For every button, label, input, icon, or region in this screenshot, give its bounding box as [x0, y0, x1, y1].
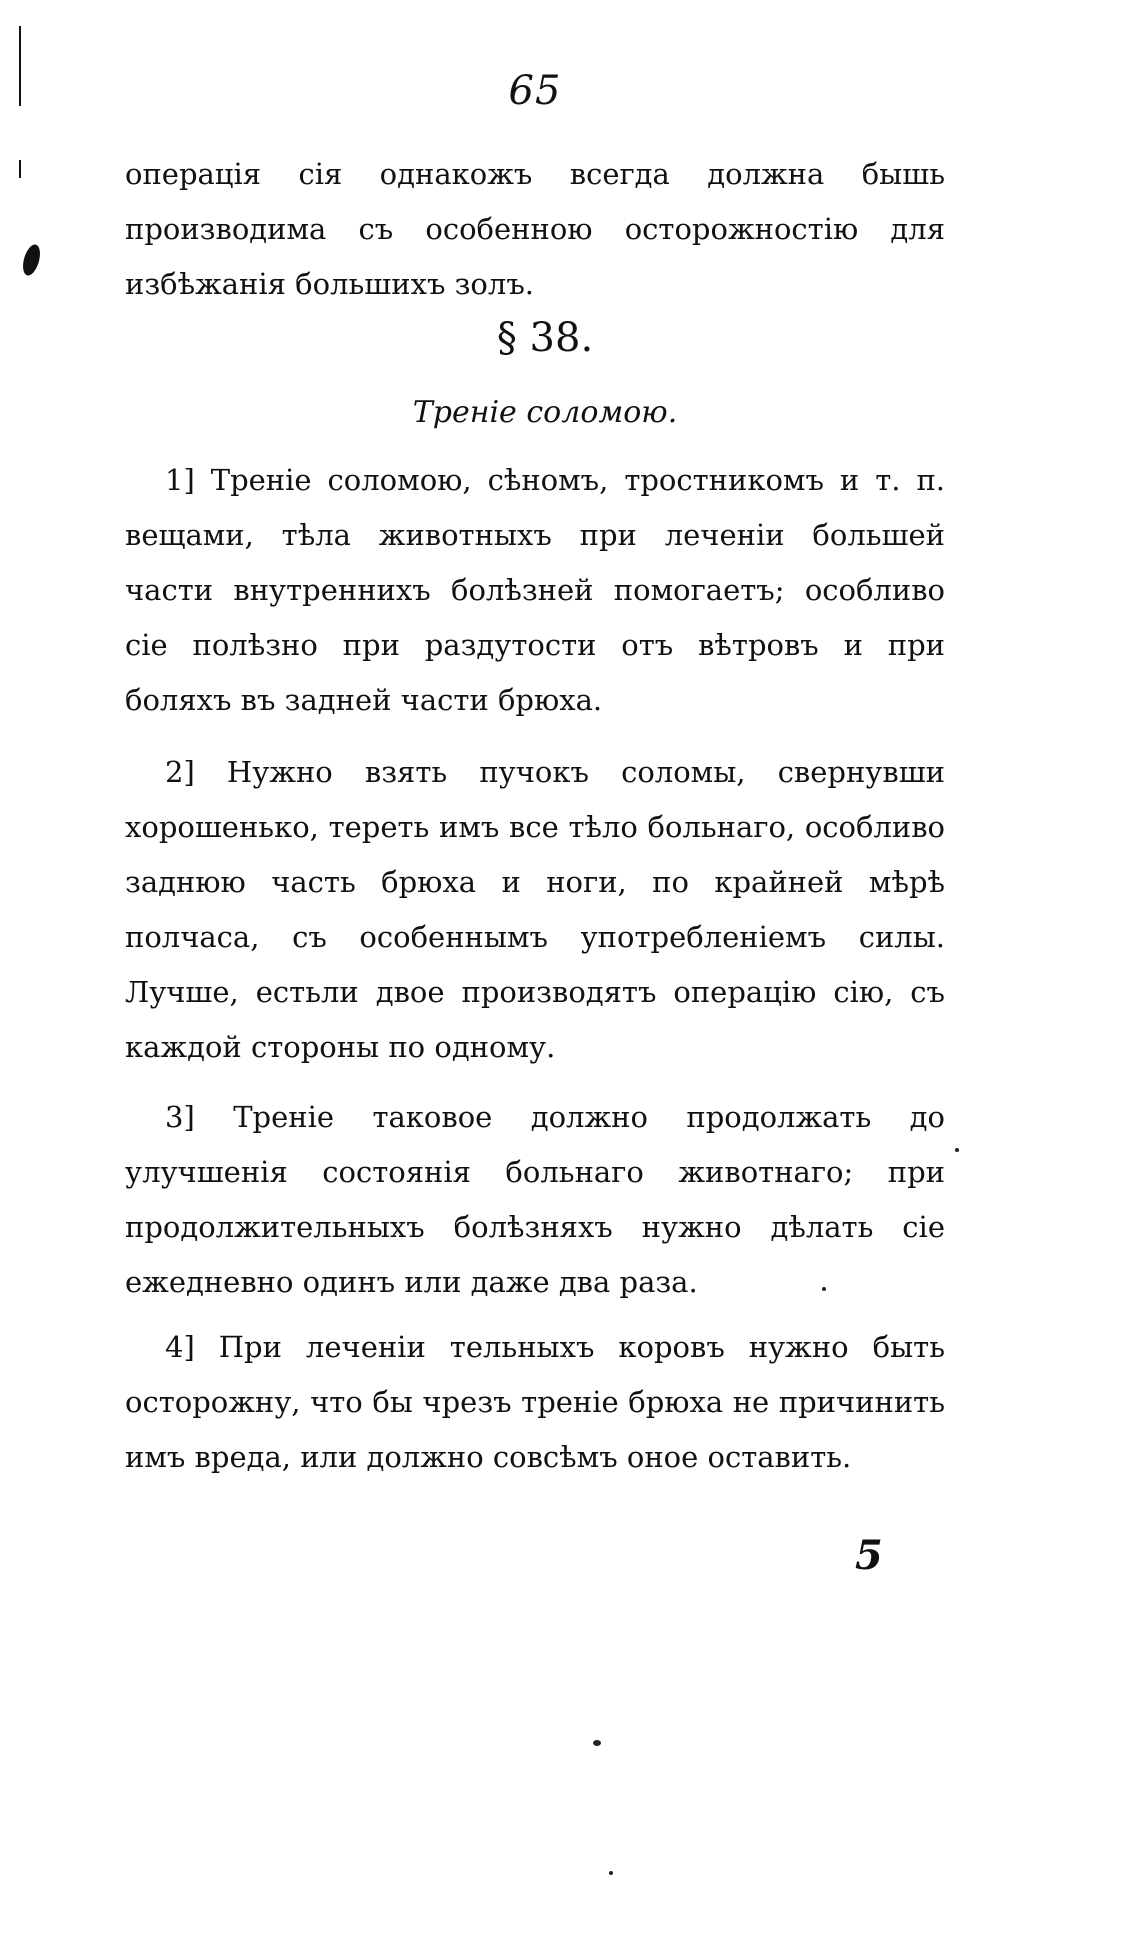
ink-blot [20, 243, 43, 278]
signature-mark: 5 [855, 1532, 883, 1579]
paragraph-2: 2] Нужно взять пучокъ соломы, свернувши хорошенько, тереть имъ все тѣло больнаго, особливо заднюю часть брюха и ноги, по крайней мѣрѣ полчаса, съ особеннымъ употребленіемъ силы. Лучше, естьли двое производятъ операцію сію, съ каждой стороны по одному. [125, 755, 945, 1064]
ink-speck [822, 1287, 826, 1291]
margin-tick [19, 160, 21, 178]
section-number: § 38. [496, 315, 594, 361]
section-title: Треніе соломою. [412, 395, 678, 430]
continued-paragraph: операція сія однакожъ всегда должна бышь производима съ особенною осторожностію для избѣжанія большихъ золъ. [125, 157, 945, 301]
paragraph-4: 4] При леченіи тельныхъ коровъ нужно быть осторожну, что бы чрезъ треніе брюха не причинить имъ вреда, или должно совсѣмъ оное оставить. [125, 1330, 945, 1474]
ink-speck [955, 1148, 959, 1152]
page-number: 65 [508, 68, 562, 114]
paragraph-3: 3] Треніе таковое должно продолжать до улучшенія состоянія больнаго животнаго; при продолжительныхъ болѣзняхъ нужно дѣлать сіе ежедневно одинъ или даже два раза. [125, 1100, 945, 1299]
paragraph-1: 1] Треніе соломою, сѣномъ, тростникомъ и т. п. вещами, тѣла животныхъ при леченіи большей части внутреннихъ болѣзней помогаетъ; особливо сіе полѣзно при раздутости отъ вѣтровъ и при боляхъ въ задней части брюха. [125, 463, 945, 717]
ink-speck [609, 1871, 613, 1875]
margin-rule [19, 26, 21, 106]
ink-speck [593, 1740, 601, 1746]
